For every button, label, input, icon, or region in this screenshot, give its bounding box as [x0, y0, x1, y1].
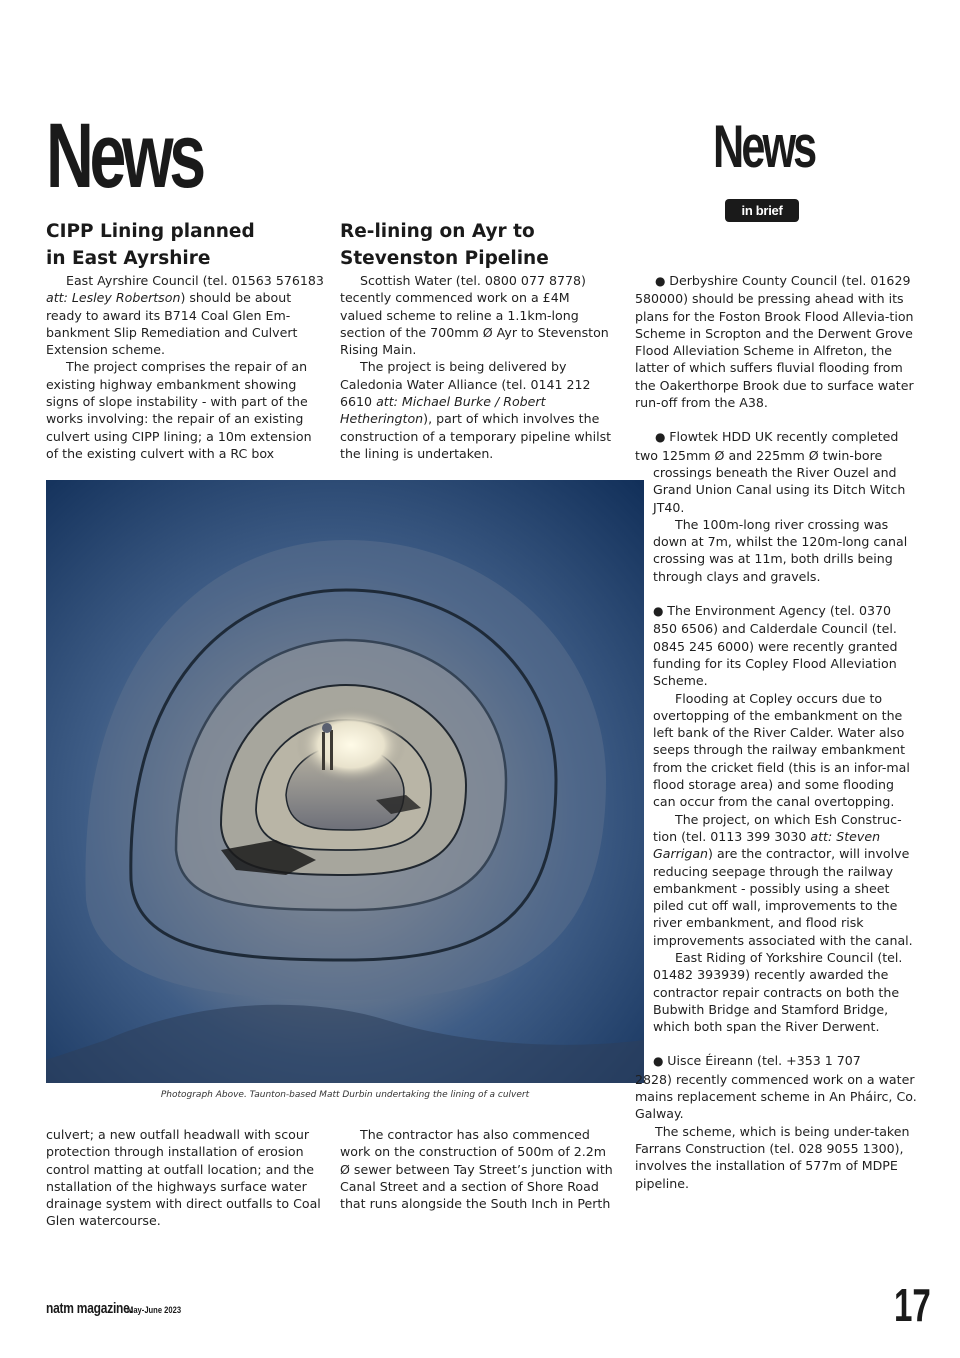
culvert-illustration	[46, 480, 644, 1083]
brief-text: The Environment Agency (tel. 0370 850 6506) and Calderdale Council (tel. 0845 245 6000) were recently granted funding for its Copley Flood Alleviation Scheme.	[653, 603, 898, 689]
article1-headline-line2: in East Ayrshire	[46, 248, 211, 269]
bullet-icon: ●	[653, 1054, 668, 1069]
brief-paragraph: The 100m-long river crossing was down at 7m, whilst the 120m-long canal crossing was at 11m, both drills being through clays and gravels.	[653, 516, 908, 584]
magazine-brand: natm magazine.	[46, 1300, 133, 1317]
article1-continued	[46, 1126, 331, 1230]
brief-text: The project, on which Esh Construc-tion (tel. 0113 399 3030	[653, 811, 902, 844]
article1-paragraph: The project comprises the repair of an existing highway embankment showing signs of slope instability - with part of the works involving: the repair of an existing culvert using CIPP lining; a 10m extension of the existing culvert with a RC box	[46, 359, 312, 461]
article2-paragraph: Scottish Water (tel. 0800 077 8778) tecently commenced work on a £4M valued scheme to reline a 1.1km-long section of the 700mm Ø Ayr to Stevenston Rising Main.	[340, 273, 609, 358]
article2-contact: att: Michael Burke / Robert Hetherington	[340, 394, 546, 427]
article2-text: ), part of which involves the construction of a temporary pipeline whilst the lining is undertaken.	[340, 411, 612, 461]
spacer	[635, 1035, 918, 1052]
article1-headline	[46, 218, 326, 272]
bullet-icon: ●	[655, 430, 670, 445]
article1-contact: att: Lesley Robertson	[46, 290, 181, 306]
brief-text-line: 2828) recently commenced work on a water mains replacement scheme in An Pháirc, Co. Galway.	[635, 1071, 917, 1122]
brief-paragraph: East Riding of Yorkshire Council (tel. 01482 393939) recently awarded the contractor repair contracts on both the Bubwith Bridge and Stamford Bridge, which both span the River Derwent.	[653, 949, 903, 1035]
article2-body	[340, 272, 615, 462]
spacer	[635, 411, 918, 428]
article2-paragraph: The contractor has also commenced work on the construction of 500m of 2.2m Ø sewer between Tay Street’s junction with Canal Street and a section of Shore Road that runs alongside the South Inch in Perth	[340, 1127, 613, 1212]
article1-paragraph	[46, 272, 326, 358]
bullet-icon: ●	[655, 274, 670, 288]
article2-paragraph	[340, 358, 615, 462]
section-title: News	[713, 113, 815, 180]
article2-headline-line1: Re-lining on Ayr to	[340, 221, 535, 242]
brief-paragraph	[635, 811, 918, 949]
brief-text: Uisce Éireann (tel. +353 1 707	[667, 1053, 861, 1069]
brief-item	[635, 1052, 918, 1070]
in-brief-column	[635, 272, 918, 1192]
article1-text: East Ayrshire Council (tel. 01563 576183	[66, 273, 324, 288]
article2-text: The project is being delivered by Caledonia Water Alliance (tel. 0141 212 6610	[340, 359, 591, 410]
brief-item	[635, 272, 918, 411]
in-brief-badge: in brief	[725, 199, 799, 222]
culvert-photo	[46, 480, 644, 1083]
brief-text: Flowtek HDD UK recently completed	[669, 429, 899, 445]
brief-paragraph: Flooding at Copley occurs due to overtopping of the embankment on the left bank of the River Calder. Water also seeps through the railway embankment from the cricket field (this is an infor-mal flood storage area) and some flooding can occur from the canal overtopping.	[653, 690, 910, 810]
article1-paragraph-continued: culvert; a new outfall headwall with scour protection through installation of erosion control matting at outfall location; and the nstallation of the highways surface water drainage system with direct outfalls to Coal Glen watercourse.	[46, 1127, 321, 1229]
bullet-icon: ●	[653, 604, 668, 619]
article2-headline-line2: Stevenston Pipeline	[340, 248, 549, 269]
photo-caption: Photograph Above. Taunton-based Matt Durbin undertaking the lining of a culvert	[160, 1090, 530, 1100]
spacer	[635, 585, 918, 602]
brief-item	[635, 428, 918, 446]
brief-paragraph: The scheme, which is being under-taken Farrans Construction (tel. 028 9055 1300), involves the installation of 577m of MDPE pipeline.	[635, 1123, 910, 1191]
brief-text-hang: crossings beneath the River Ouzel and Grand Union Canal using its Ditch Witch JT40.	[653, 464, 906, 515]
issue-date: May-June 2023	[127, 1305, 182, 1316]
article1-body	[46, 272, 326, 462]
article1-headline-line1: CIPP Lining planned	[46, 221, 255, 242]
page-title: News	[46, 105, 202, 207]
article1-text: ) should be about ready to award its B714 Coal Glen Em-bankment Slip Remediation and Culvert Extension scheme.	[46, 290, 298, 358]
article2-headline	[340, 218, 620, 272]
page-number: 17	[894, 1279, 931, 1331]
brief-contact: att: Steven Garrigan	[653, 828, 881, 862]
brief-item	[635, 602, 918, 689]
brief-text: ) are the contractor, will involve reducing seepage through the railway embankment - possibly using a sheet piled cut off wall, improvements to the river embankment, and flood risk improvements associated with the canal.	[653, 846, 913, 948]
brief-text: Derbyshire County Council (tel. 01629 580000) should be pressing ahead with its plans for the Foston Brook Flood Allevia-tion Scheme in Scropton and the Derwent Grove Flood Alleviation Scheme in Alfreton, the latter of which suffers fluvial flooding from the Oakerthorpe Brook due to surface water run-off from the A38.	[635, 273, 914, 411]
brief-text-line: two 125mm Ø and 225mm Ø twin-bore	[635, 447, 883, 463]
article2-continued	[340, 1126, 615, 1212]
